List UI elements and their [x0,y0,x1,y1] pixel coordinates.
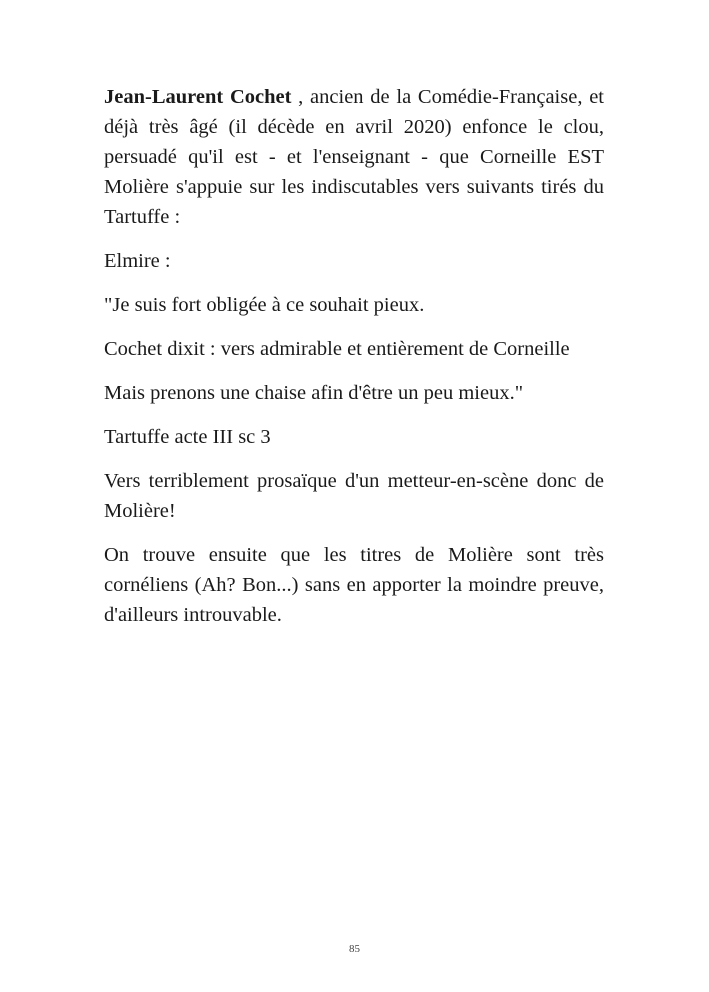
intro-paragraph [104,82,604,232]
verse-line-1: "Je suis fort obligée à ce souhait pieux. [104,294,425,316]
intro-text: , ancien de la Comédie-Française, et déjà très âgé (il décède en avril 2020) enfonce le clou, persuadé qu'il est - et l'enseignant - que Corneille EST Molière s'appuie sur les indiscutables vers suivants tirés du Tartuffe : [104,86,604,228]
prosaic-comment: Vers terriblement prosaïque d'un metteur-en-scène donc de Molière! [104,470,604,522]
author-name: Jean-Laurent Cochet [104,86,292,108]
verse-line-2: Mais prenons une chaise afin d'être un peu mieux." [104,382,524,404]
play-reference: Tartuffe acte III sc 3 [104,426,271,448]
conclusion-paragraph: On trouve ensuite que les titres de Molière sont très cornéliens (Ah? Bon...) sans en apporter la moindre preuve, d'ailleurs introuvable. [104,544,604,626]
page-body [104,82,604,644]
cochet-comment: Cochet dixit : vers admirable et entièrement de Corneille [104,338,570,360]
page-number: 85 [349,943,360,955]
speaker-line: Elmire : [104,250,171,272]
